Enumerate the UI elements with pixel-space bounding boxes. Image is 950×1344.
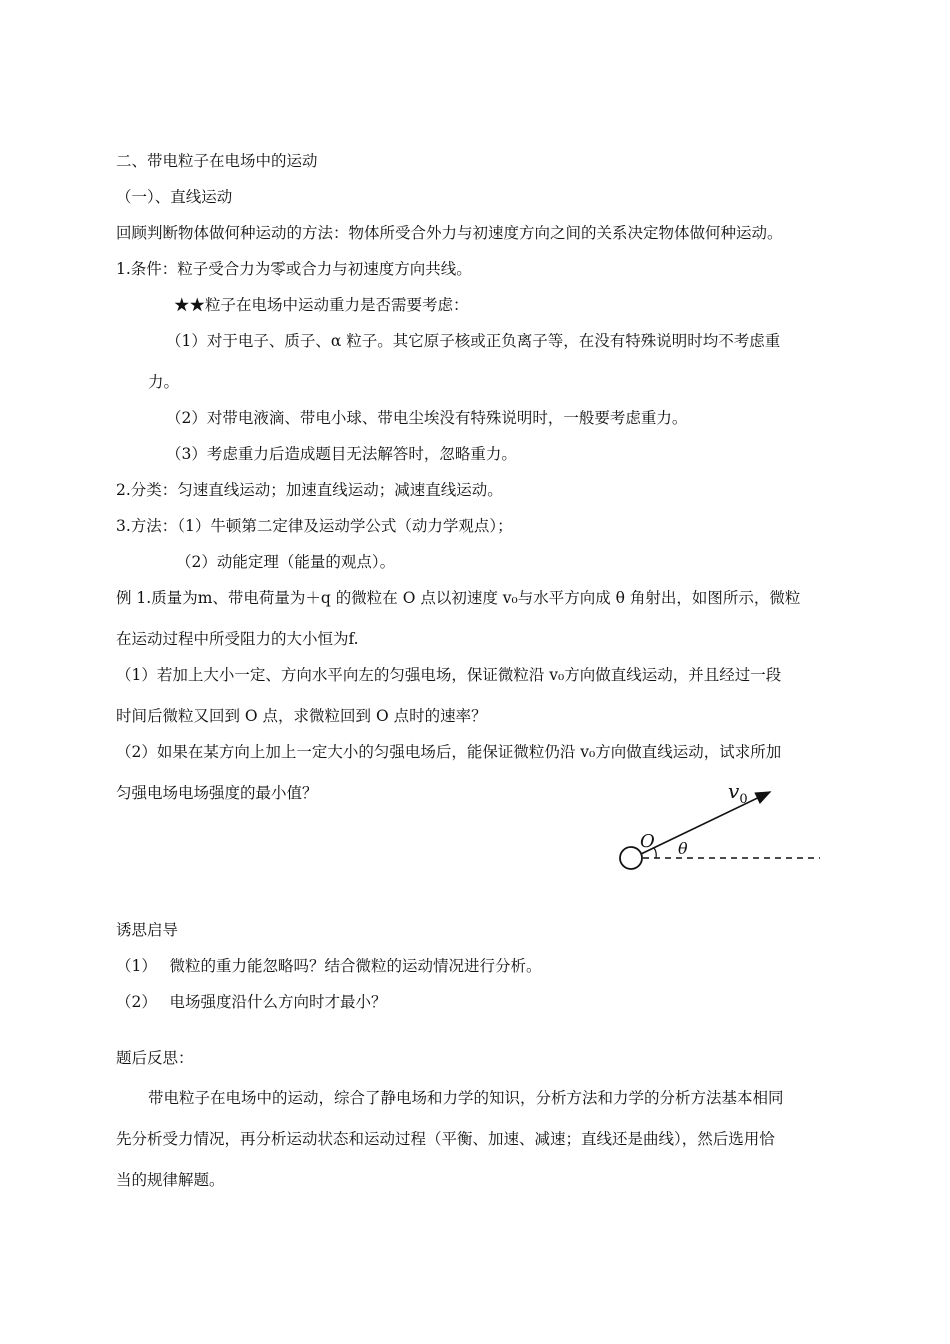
gravity-point-2: （2）对带电液滴、带电小球、带电尘埃没有特殊说明时，一般要考虑重力。: [166, 409, 688, 427]
label-theta: θ: [678, 839, 688, 858]
hint-title: 诱思启导: [116, 921, 179, 939]
section-title: 二、带电粒子在电场中的运动: [116, 152, 318, 170]
particle-circle: [620, 847, 642, 869]
hint-1: （1） 微粒的重力能忽略吗？结合微粒的运动情况进行分析。: [116, 957, 542, 975]
subsection-title: （一）、直线运动: [116, 188, 233, 206]
condition-item: 1.条件：粒子受合力为零或合力与初速度方向共线。: [116, 260, 472, 278]
reflection-line-3: 当的规律解题。: [116, 1171, 225, 1189]
example-statement-cont: 在运动过程中所受阻力的大小恒为f.: [116, 630, 359, 648]
label-v0: $v_0$: [728, 779, 748, 807]
method-item: 3.方法：（1）牛顿第二定律及运动学公式（动力学观点）；: [116, 517, 513, 535]
reflection-title: 题后反思：: [116, 1049, 194, 1067]
question-1-cont: 时间后微粒又回到 O 点，求微粒回到 O 点时的速率？: [116, 707, 487, 725]
question-2-cont: 匀强电场电场强度的最小值？: [116, 784, 318, 802]
question-2: （2）如果在某方向上加上一定大小的匀强电场后，能保证微粒仍沿 v₀方向做直线运动，试求所加: [116, 743, 782, 761]
reflection-line-1: 带电粒子在电场中的运动，综合了静电场和力学的知识，分析方法和力学的分析方法基本相同: [148, 1089, 784, 1107]
label-o: O: [640, 831, 655, 852]
review-paragraph: 回顾判断物体做何种运动的方法：物体所受合外力与初速度方向之间的关系决定物体做何种运动。: [116, 224, 783, 242]
gravity-point-1-cont: 力。: [148, 373, 180, 391]
gravity-question: ★★粒子在电场中运动重力是否需要考虑：: [174, 296, 469, 314]
hint-2: （2） 电场强度沿什么方向时才最小？: [116, 993, 387, 1011]
velocity-arrow: [641, 792, 770, 854]
question-1: （1）若加上大小一定、方向水平向左的匀强电场，保证微粒沿 v₀方向做直线运动，并且经过一段: [116, 666, 782, 684]
method-item-2: （2）动能定理（能量的观点）。: [176, 553, 396, 571]
gravity-point-1: （1）对于电子、质子、α 粒子。其它原子核或正负离子等，在没有特殊说明时均不考虑重: [166, 332, 781, 350]
reflection-line-2: 先分析受力情况，再分析运动状态和运动过程（平衡、加速、减速；直线还是曲线），然后选用恰: [116, 1130, 775, 1148]
projectile-diagram: [600, 770, 840, 890]
gravity-point-3: （3）考虑重力后造成题目无法解答时，忽略重力。: [166, 445, 517, 463]
classification-item: 2.分类：匀速直线运动；加速直线运动；减速直线运动。: [116, 481, 503, 499]
example-statement: 例 1.质量为m、带电荷量为＋q 的微粒在 O 点以初速度 v₀与水平方向成 θ 角射出，如图所示，微粒: [116, 589, 801, 607]
